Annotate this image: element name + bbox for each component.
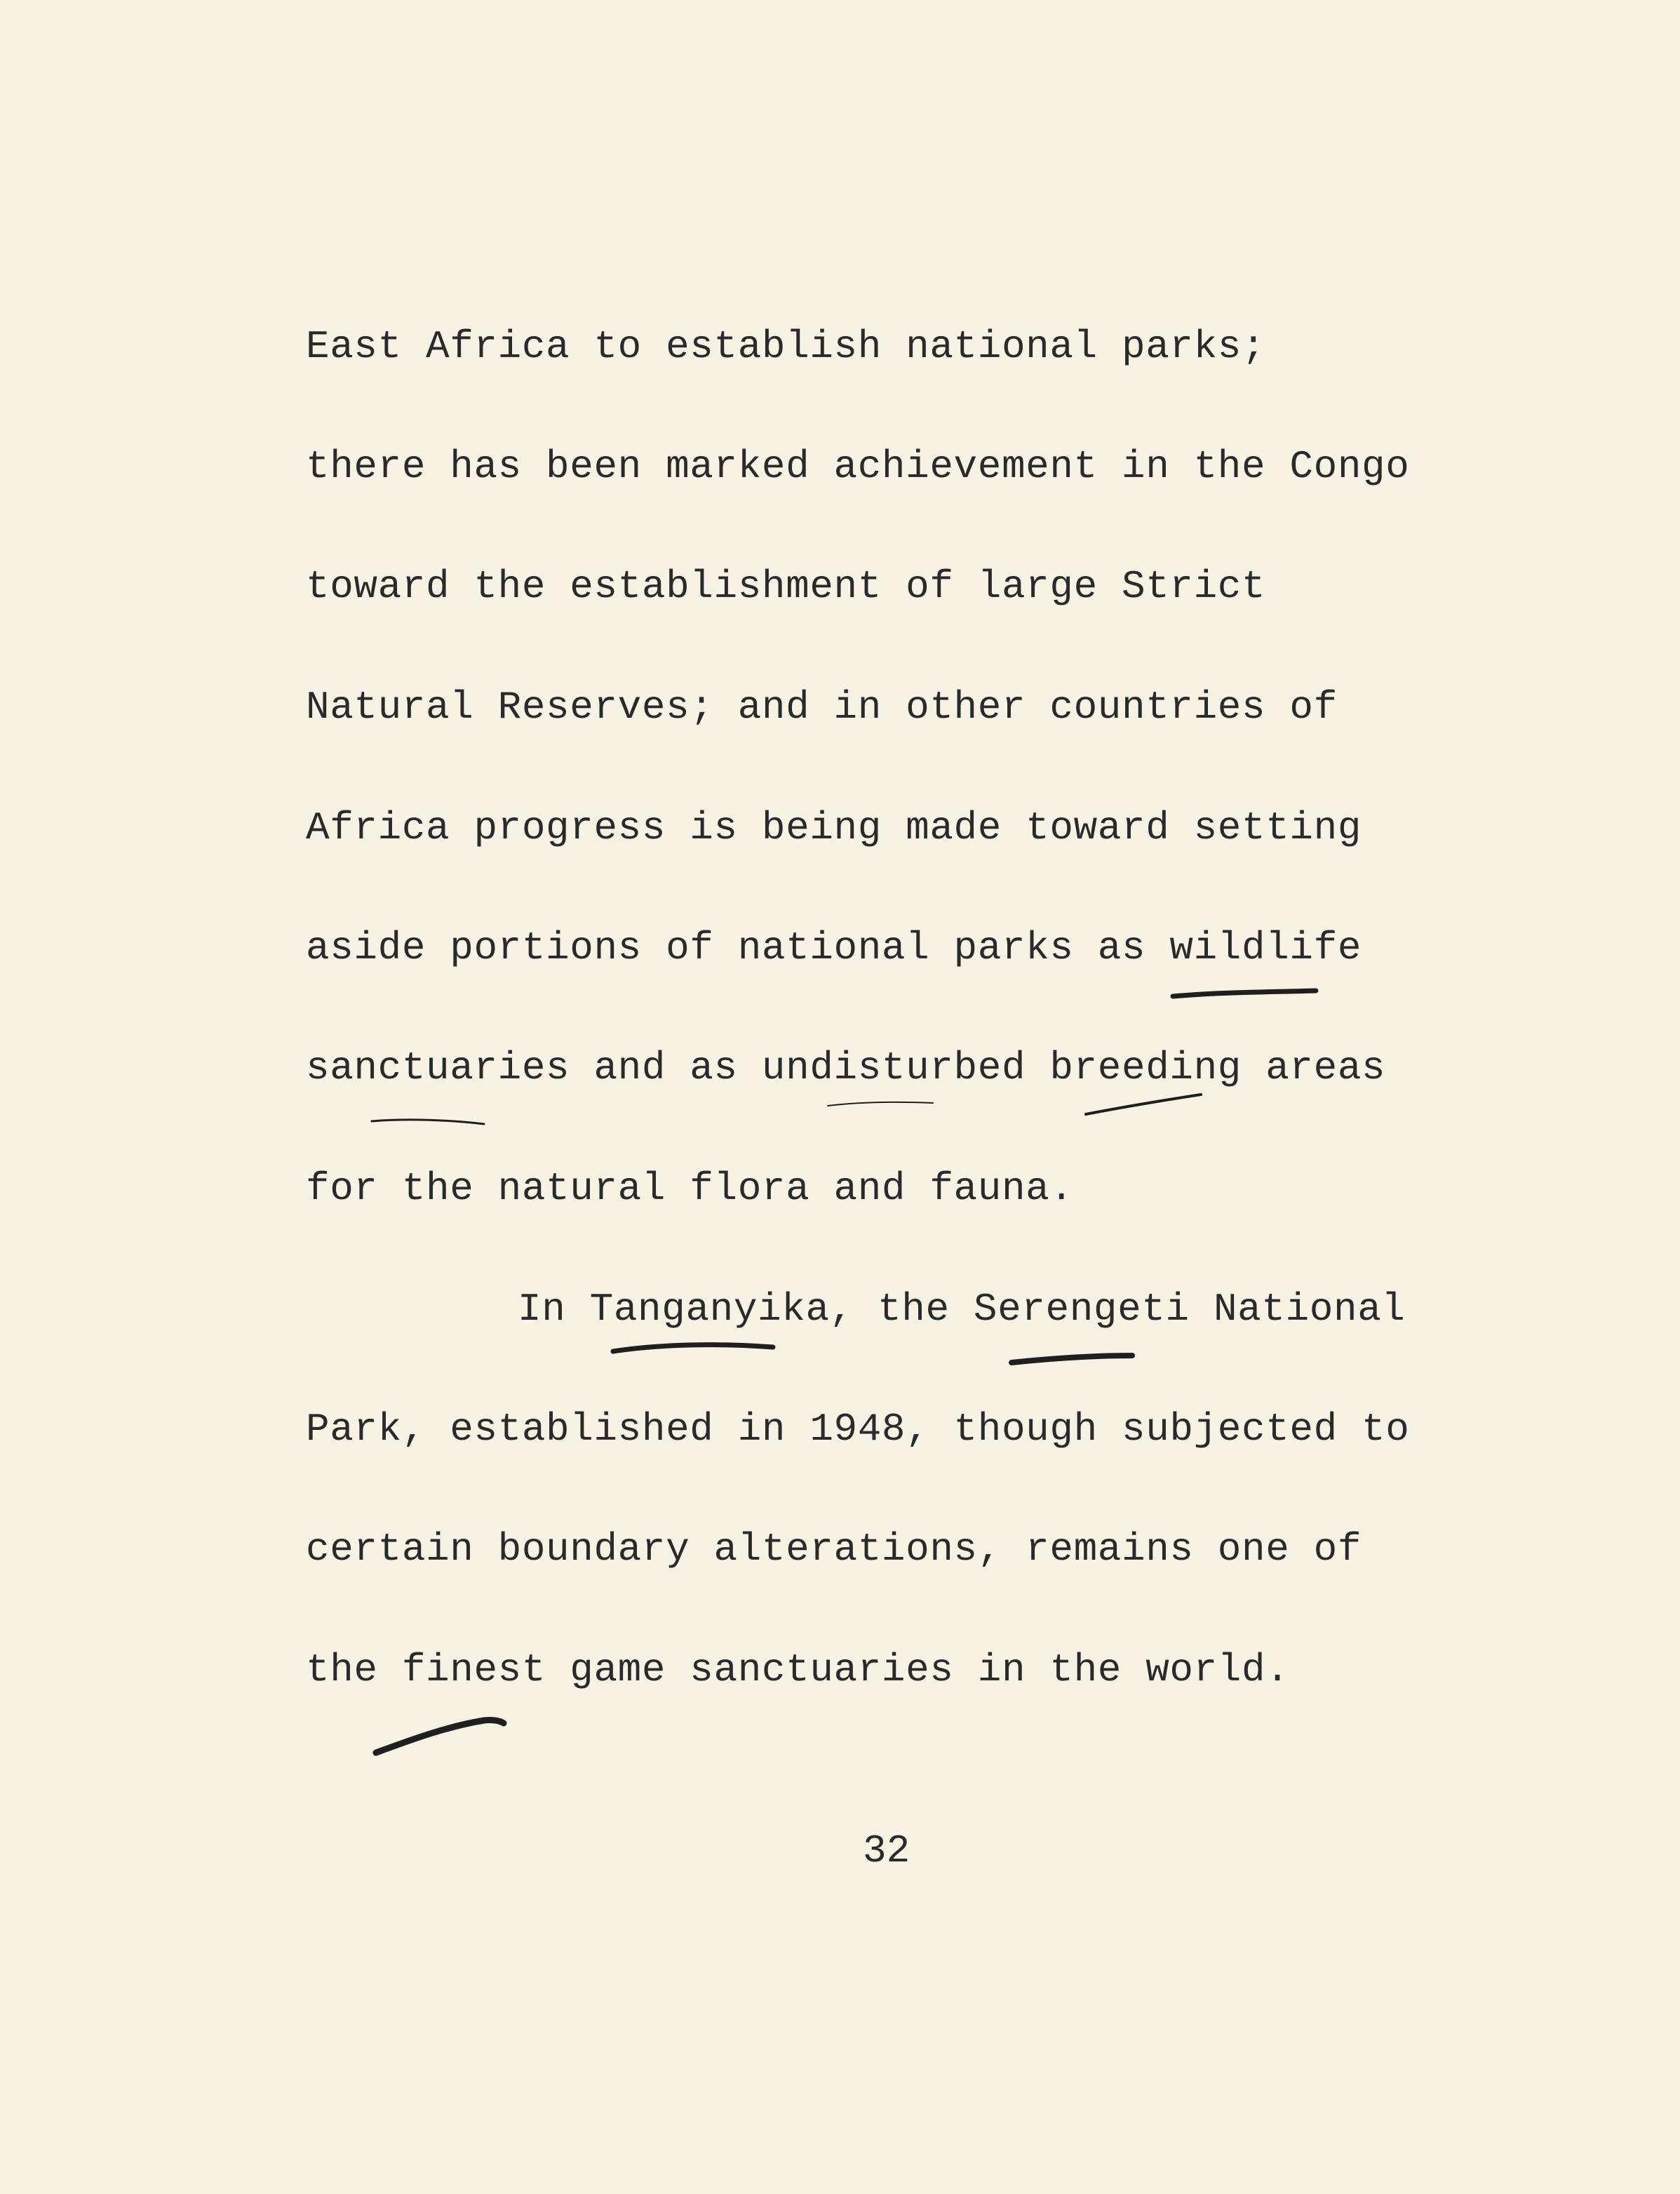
text-line-4: Natural Reserves; and in other countries of: [306, 685, 1338, 730]
underline-undisturbed: [828, 1102, 933, 1106]
text-line-5: Africa progress is being made toward setting: [306, 805, 1362, 850]
text-line-2: there has been marked achievement in the Congo: [306, 444, 1410, 489]
text-line-11: certain boundary alterations, remains one of: [306, 1527, 1362, 1572]
underline-serengeti: [1012, 1356, 1132, 1363]
underline-breeding: [1086, 1095, 1201, 1114]
underline-tanganyika: [613, 1345, 773, 1351]
underline-sanctuaries: [372, 1120, 484, 1124]
text-line-10: Park, established in 1948, though subjected to: [306, 1407, 1410, 1452]
text-line-1: East Africa to establish national parks;: [306, 324, 1266, 369]
page-number: 32: [863, 1828, 910, 1873]
text-line-12: the finest game sanctuaries in the world.: [306, 1647, 1290, 1692]
underline-finest: [376, 1720, 504, 1753]
text-line-3: toward the establishment of large Strict: [306, 564, 1266, 609]
text-line-7: sanctuaries and as undisturbed breeding areas: [306, 1045, 1386, 1090]
underline-wildlife: [1173, 991, 1316, 996]
text-line-6: aside portions of national parks as wildlife: [306, 925, 1362, 970]
text-line-8: for the natural flora and fauna.: [306, 1166, 1074, 1211]
paragraph-2-line-1: In Tanganyika, the Serengeti National: [518, 1287, 1406, 1332]
